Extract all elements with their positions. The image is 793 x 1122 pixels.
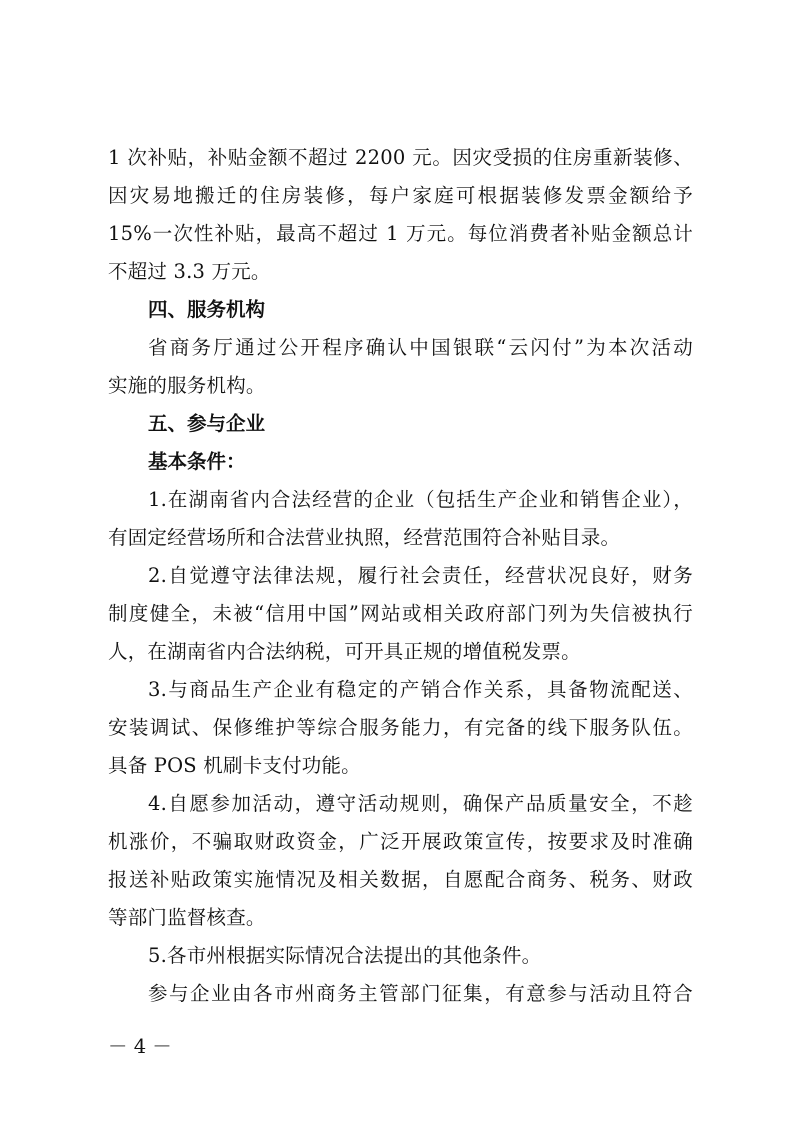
paragraph-line: 制度健全，未被“信用中国”网站或相关政府部门列为失信被执行 <box>108 602 693 625</box>
paragraph-line: 参与企业由各市州商务主管部门征集，有意参与活动且符合 <box>148 982 693 1005</box>
paragraph-line: 3.与商品生产企业有稳定的产销合作关系，具备物流配送、 <box>148 678 693 701</box>
paragraph-line: 人，在湖南省内合法纳税，可开具正规的增值税发票。 <box>108 640 581 663</box>
paragraph-line: 2.自觉遵守法律法规，履行社会责任，经营状况良好，财务 <box>148 564 693 587</box>
paragraph-line: 具备 POS 机刷卡支付功能。 <box>108 754 361 777</box>
paragraph-line: 4.自愿参加活动，遵守活动规则，确保产品质量安全，不趁 <box>148 792 693 815</box>
paragraph-line: 15%一次性补贴，最高不超过 1 万元。每位消费者补贴金额总计 <box>108 222 693 245</box>
page-number: － 4 － <box>108 1035 172 1058</box>
subheading-basic-conditions: 基本条件： <box>148 450 246 473</box>
paragraph-line: 等部门监督核查。 <box>108 906 266 929</box>
paragraph-line: 5.各市州根据实际情况合法提出的其他条件。 <box>148 944 542 967</box>
paragraph-line: 报送补贴政策实施情况及相关数据，自愿配合商务、税务、财政 <box>108 868 693 891</box>
paragraph-line: 1 次补贴，补贴金额不超过 2200 元。因灾受损的住房重新装修、 <box>108 146 693 169</box>
paragraph-line: 有固定经营场所和合法营业执照，经营范围符合补贴目录。 <box>108 526 621 549</box>
paragraph-line: 实施的服务机构。 <box>108 374 266 397</box>
paragraph-line: 机涨价，不骗取财政资金，广泛开展政策宣传，按要求及时准确 <box>108 830 693 853</box>
paragraph-line: 不超过 3.3 万元。 <box>108 260 271 283</box>
section-heading-service-agency: 四、服务机构 <box>148 298 266 321</box>
paragraph-line: 1.在湖南省内合法经营的企业（包括生产企业和销售企业）， <box>148 488 693 511</box>
section-heading-participating-enterprises: 五、参与企业 <box>148 412 266 435</box>
paragraph-line: 安装调试、保修维护等综合服务能力，有完备的线下服务队伍。 <box>108 716 693 739</box>
paragraph-line: 因灾易地搬迁的住房装修，每户家庭可根据装修发票金额给予 <box>108 184 693 207</box>
paragraph-line: 省商务厅通过公开程序确认中国银联“云闪付”为本次活动 <box>148 336 693 359</box>
